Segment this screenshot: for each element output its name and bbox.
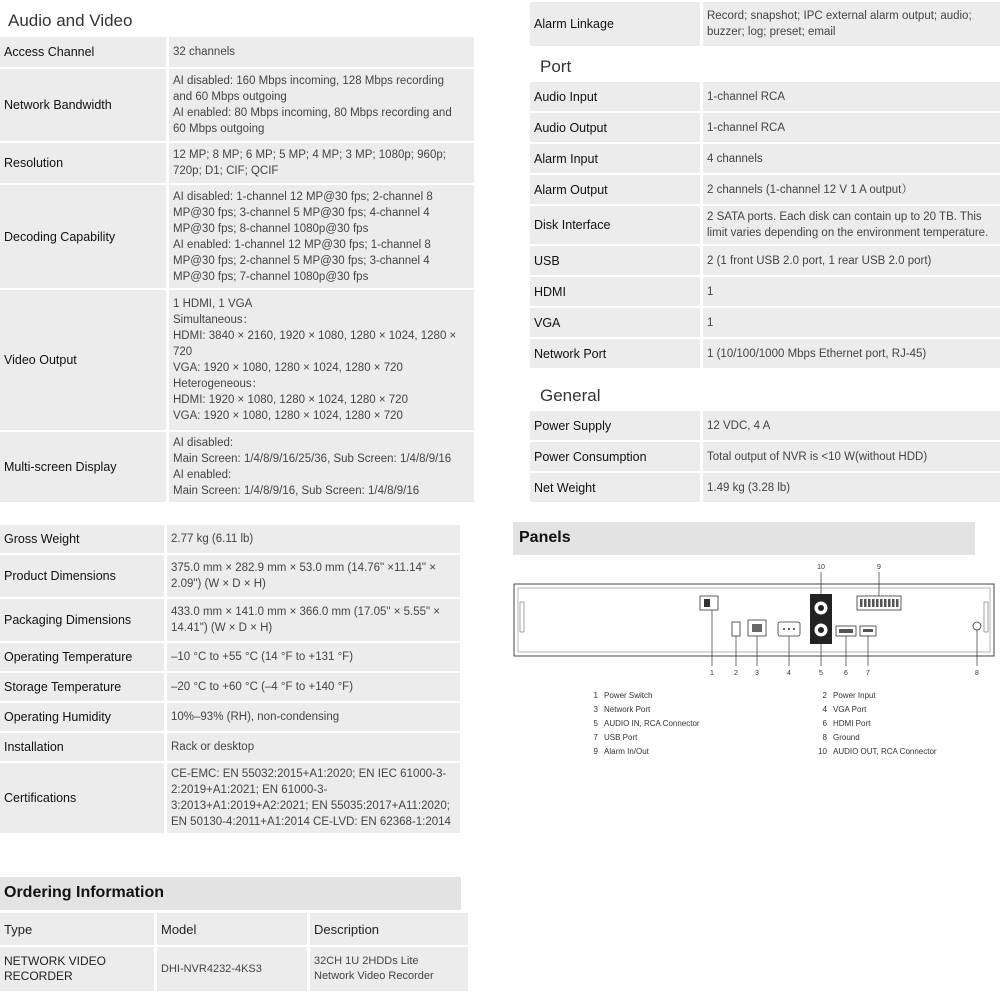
spec-label: Power Supply [530, 411, 703, 440]
spec-value-line: 1 HDMI, 1 VGA [173, 298, 253, 310]
spec-label: Storage Temperature [0, 673, 167, 701]
spec-value [703, 277, 1000, 306]
callout-5: 5 [819, 670, 823, 677]
legend-item: 3 Network Port [593, 705, 651, 714]
spec-row [0, 673, 460, 701]
spec-value-line: MP@30 fps; 3-channel 5 MP@30 fps; 4-channel 4 [173, 206, 430, 219]
spec-value-line: MP@30 fps; 2-channel 5 MP@30 fps; 3-channel 4 [173, 254, 430, 267]
spec-row [530, 144, 1000, 173]
spec-value-line: 1 [707, 285, 714, 298]
spec-value-line: Record; snapshot; IPC external alarm output; audio; [707, 10, 972, 22]
alarm-linkage-table [530, 0, 1000, 48]
panels-header [513, 522, 975, 555]
spec-label: USB [530, 246, 703, 275]
spec-row [0, 69, 474, 141]
spec-label: Access Channel [0, 37, 169, 67]
general-right-table [530, 409, 1000, 504]
spec-value-line: 12 MP; 8 MP; 6 MP; 5 MP; 4 MP; 3 MP; 1080p; 960p; [173, 149, 446, 161]
spec-value [703, 308, 1000, 337]
spec-value-line: 433.0 mm × 141.0 mm × 366.0 mm (17.05" × 5.55" × [171, 606, 440, 618]
spec-label: Operating Humidity [0, 703, 167, 731]
spec-value-line: Main Screen: 1/4/8/9/16, Sub Screen: 1/4/8/9/16 [173, 485, 420, 497]
spec-value [703, 442, 1000, 471]
spec-label: Packaging Dimensions [0, 599, 167, 641]
ordering-type-cell: NETWORK VIDEO RECORDER [0, 947, 157, 991]
spec-row [0, 733, 460, 761]
spec-value [167, 599, 460, 641]
rear-panel-illustration [512, 558, 1000, 688]
spec-value-line: MP@30 fps; 7-channel 1080p@30 fps [173, 270, 369, 283]
legend-item: 8 Ground [822, 733, 860, 742]
callout-2: 2 [734, 670, 738, 677]
spec-value-line: 1.49 kg (3.28 lb) [707, 481, 791, 494]
panels-title: Panels [519, 529, 571, 546]
spec-value-line: 1-channel RCA [707, 90, 785, 103]
spec-value [703, 339, 1000, 368]
spec-label: Decoding Capability [0, 185, 169, 288]
spec-row [530, 206, 1000, 244]
spec-value [703, 82, 1000, 111]
spec-row [530, 308, 1000, 337]
spec-value-line: 2 channels (1-channel 12 V 1 A output） [707, 183, 913, 196]
general-left-table [0, 523, 460, 835]
spec-value [169, 69, 474, 141]
spec-value-line: 10%–93% (RH), non-condensing [171, 711, 340, 723]
spec-value-line: VGA: 1920 × 1080, 1280 × 1024, 1280 × 720 [173, 362, 403, 374]
spec-value [167, 733, 460, 761]
spec-row [0, 432, 474, 502]
callout-7: 7 [866, 670, 870, 677]
spec-label: VGA [530, 308, 703, 337]
port-table [530, 80, 1000, 370]
spec-value-line: 3:2013+A1:2019+A2:2021; EN 55035:2017+A11:2020; [171, 800, 450, 812]
ordering-title: Ordering Information [4, 884, 164, 901]
spec-label: Net Weight [530, 473, 703, 502]
spec-value [703, 206, 1000, 244]
spec-value-line: 2:2019+A1:2021; EN 61000-3- [171, 784, 328, 796]
spec-label: Audio Output [530, 113, 703, 142]
spec-label: Alarm Output [530, 175, 703, 204]
spec-row [0, 185, 474, 288]
spec-value-line: AI disabled: 1-channel 12 MP@30 fps; 2-channel 8 [173, 190, 433, 203]
spec-row [0, 143, 474, 183]
spec-value-line: 2 (1 front USB 2.0 port, 1 rear USB 2.0 port) [707, 254, 932, 267]
spec-value-line: Simultaneous： [173, 314, 255, 326]
legend-item: 7 USB Port [593, 733, 638, 742]
spec-label: Audio Input [530, 82, 703, 111]
panel-legend-left [586, 689, 700, 759]
ordering-model-cell: DHI-NVR4232-4KS3 [157, 947, 310, 991]
spec-row [530, 113, 1000, 142]
callout-8: 8 [975, 670, 979, 677]
ordering-table [0, 911, 468, 993]
spec-value-line: HDMI: 1920 × 1080, 1280 × 1024, 1280 × 720 [173, 394, 408, 406]
spec-row [530, 246, 1000, 275]
legend-item: 2 Power Input [822, 691, 876, 700]
spec-value-line: 2.77 kg (6.11 lb) [171, 533, 254, 545]
spec-label: Operating Temperature [0, 643, 167, 671]
legend-item: 5 AUDIO IN, RCA Connector [593, 719, 700, 728]
spec-row [530, 277, 1000, 306]
ordering-col-model: Model [157, 913, 310, 945]
spec-value-line: 720p; D1; CIF; QCIF [173, 165, 279, 177]
spec-label: Certifications [0, 763, 167, 833]
spec-value-line: HDMI: 3840 × 2160, 1920 × 1080, 1280 × 1024, 1280 × [173, 330, 457, 342]
spec-value-line: 1 [707, 316, 714, 329]
legend-item: 6 HDMI Port [822, 719, 871, 728]
spec-value [703, 411, 1000, 440]
spec-value [169, 432, 474, 502]
ordering-col-description: Description [310, 913, 468, 945]
spec-value-line: 1 (10/100/1000 Mbps Ethernet port, RJ-45) [707, 347, 927, 360]
spec-label: Alarm Linkage [530, 2, 703, 46]
spec-value-line: AI disabled: [173, 437, 234, 449]
spec-value [169, 37, 474, 67]
spec-value-line: AI enabled: 1-channel 12 MP@30 fps; 1-channel 8 [173, 238, 431, 251]
spec-value-line: Heterogeneous： [173, 378, 264, 390]
spec-row [0, 643, 460, 671]
spec-row [530, 411, 1000, 440]
spec-value-line: AI enabled: 80 Mbps incoming, 80 Mbps recording and [173, 107, 452, 119]
spec-label: Alarm Input [530, 144, 703, 173]
spec-value-line: –20 °C to +60 °C (–4 °F to +140 °F) [171, 681, 354, 693]
spec-value [169, 185, 474, 288]
spec-value-line: 2.09") (W × D × H) [171, 578, 266, 590]
spec-value-line: 1-channel RCA [707, 121, 785, 134]
spec-row [530, 82, 1000, 111]
callout-9: 9 [877, 564, 881, 571]
ordering-col-type: Type [0, 913, 157, 945]
spec-row [530, 473, 1000, 502]
spec-value [703, 175, 1000, 204]
spec-label: Installation [0, 733, 167, 761]
spec-value-line: Total output of NVR is <10 W(without HDD) [707, 450, 928, 463]
spec-value-line: 720 [173, 346, 193, 358]
spec-value [167, 763, 460, 833]
spec-label: Disk Interface [530, 206, 703, 244]
spec-value-line: AI enabled: [173, 469, 232, 481]
spec-row [530, 2, 1000, 46]
panel-legend-right [815, 689, 937, 759]
callout-6: 6 [844, 670, 848, 677]
spec-value-line: AI disabled: 160 Mbps incoming, 128 Mbps recording [173, 75, 445, 87]
spec-label: Resolution [0, 143, 169, 183]
section-title-audio-video: Audio and Video [8, 11, 133, 30]
spec-row [0, 703, 460, 731]
legend-item: 10 AUDIO OUT, RCA Connector [818, 747, 937, 756]
legend-item: 9 Alarm In/Out [593, 747, 649, 756]
spec-label: Gross Weight [0, 525, 167, 553]
spec-value [703, 473, 1000, 502]
spec-value [703, 144, 1000, 173]
spec-value-line: 60 Mbps outgoing [173, 123, 265, 135]
section-title-port: Port [540, 57, 572, 76]
spec-value [167, 555, 460, 597]
spec-value-line: MP@30 fps; 8-channel 1080p@30 fps [173, 222, 369, 235]
spec-row [530, 175, 1000, 204]
callout-3: 3 [755, 670, 759, 677]
spec-value [703, 2, 1000, 46]
spec-row [0, 525, 460, 553]
spec-value-line: and 60 Mbps outgoing [173, 91, 287, 103]
spec-row [0, 37, 474, 67]
callout-1: 1 [710, 670, 714, 677]
callout-10: 10 [817, 564, 825, 571]
spec-value-line: 32 channels [173, 46, 236, 58]
spec-value [169, 143, 474, 183]
spec-value [167, 525, 460, 553]
spec-label: Multi-screen Display [0, 432, 169, 502]
spec-value-line: 4 channels [707, 152, 763, 165]
spec-value-line: limit varies depending on the environment temperature. [707, 227, 989, 239]
spec-value-line: EN 50130-4:2011+A1:2014 CE-LVD: EN 62368-1:2014 [171, 816, 451, 828]
spec-value-line: 375.0 mm × 282.9 mm × 53.0 mm (14.76" ×11.14" × [171, 562, 436, 574]
spec-row [0, 290, 474, 430]
ground-icon [973, 622, 981, 630]
spec-label: Video Output [0, 290, 169, 430]
legend-item: 4 VGA Port [822, 705, 867, 714]
section-title-general: General [540, 386, 601, 405]
spec-label: HDMI [530, 277, 703, 306]
spec-row [0, 555, 460, 597]
spec-value [703, 246, 1000, 275]
spec-label: Network Port [530, 339, 703, 368]
spec-value [169, 290, 474, 430]
legend-item: 1 Power Switch [593, 691, 653, 700]
spec-row [530, 339, 1000, 368]
spec-value-line: VGA: 1920 × 1080, 1280 × 1024, 1280 × 720 [173, 410, 403, 422]
spec-value [167, 703, 460, 731]
spec-value-line: 2 SATA ports. Each disk can contain up to 20 TB. This [707, 211, 982, 223]
spec-value-line: Rack or desktop [171, 741, 255, 753]
spec-row [0, 599, 460, 641]
spec-label: Product Dimensions [0, 555, 167, 597]
spec-row [0, 763, 460, 833]
spec-value [703, 113, 1000, 142]
spec-value [167, 643, 460, 671]
audio-video-table [0, 35, 474, 504]
spec-value [167, 673, 460, 701]
spec-label: Power Consumption [530, 442, 703, 471]
spec-value-line: Main Screen: 1/4/8/9/16/25/36, Sub Screen: 1/4/8/9/16 [173, 453, 452, 465]
rear-panel-diagram [512, 558, 1000, 768]
spec-value-line: buzzer; log; preset; email [707, 26, 836, 38]
ordering-header [0, 877, 461, 910]
spec-row [530, 442, 1000, 471]
ordering-description-cell: 32CH 1U 2HDDs Lite Network Video Recorder [310, 947, 468, 991]
spec-label: Network Bandwidth [0, 69, 169, 141]
spec-value-line: 12 VDC, 4 A [707, 419, 771, 432]
callout-4: 4 [787, 670, 791, 677]
spec-value-line: CE-EMC: EN 55032:2015+A1:2020; EN IEC 61000-3- [171, 768, 447, 780]
spec-value-line: –10 °C to +55 °C (14 °F to +131 °F) [171, 651, 354, 663]
power-input-icon [732, 622, 740, 636]
spec-value-line: 14.41") (W × D × H) [171, 622, 273, 634]
